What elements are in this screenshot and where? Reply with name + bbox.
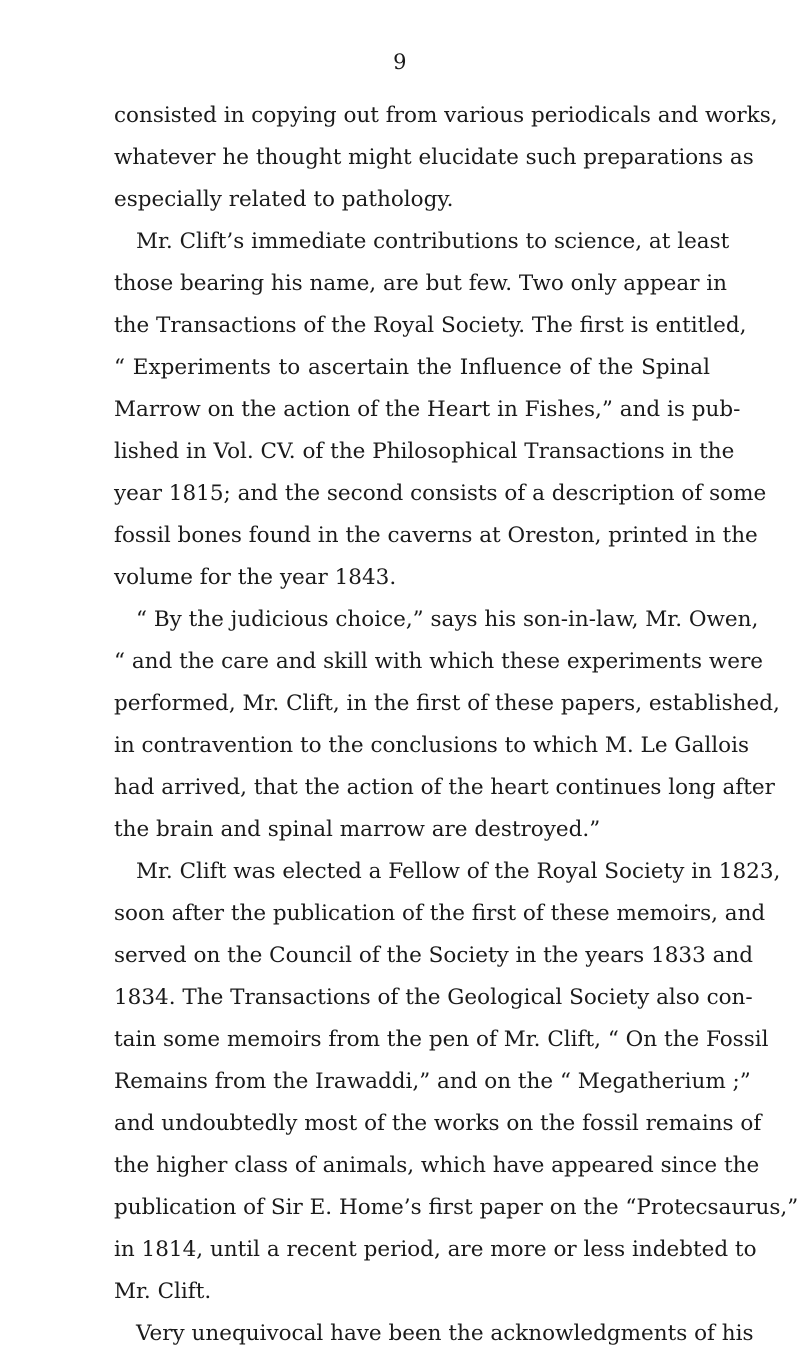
text-line: Very unequivocal have been the acknowledgments of his	[136, 1321, 754, 1346]
body-text	[114, 95, 799, 1355]
text-line: Remains from the Irawaddi,” and on the “ Megatherium ;”	[114, 1069, 751, 1094]
text-line: whatever he thought might elucidate such preparations as	[114, 145, 754, 170]
page-number: 9	[393, 50, 407, 74]
text-line: volume for the year 1843.	[114, 565, 397, 590]
text-line: tain some memoirs from the pen of Mr. Clift, “ On the Fossil	[114, 1027, 769, 1052]
text-line: in contravention to the conclusions to which M. Le Gallois	[114, 733, 749, 758]
text-line: in 1814, until a recent period, are more or less indebted to	[114, 1237, 757, 1262]
text-line: Mr. Clift was elected a Fellow of the Royal Society in 1823,	[136, 859, 781, 884]
text-line: those bearing his name, are but few. Two only appear in	[114, 271, 728, 296]
text-line: “ and the care and skill with which these experiments were	[114, 649, 763, 674]
text-line: lished in Vol. CV. of the Philosophical Transactions in the	[114, 439, 735, 464]
text-line: had arrived, that the action of the heart continues long after	[114, 775, 775, 800]
text-line: soon after the publication of the first of these memoirs, and	[114, 901, 766, 926]
text-line: 1834. The Transactions of the Geological Society also con-	[114, 985, 753, 1010]
text-line: consisted in copying out from various periodicals and works,	[114, 103, 778, 128]
text-line: especially related to pathology.	[114, 187, 454, 212]
text-line: year 1815; and the second consists of a description of some	[114, 481, 767, 506]
text-line: and undoubtedly most of the works on the fossil remains of	[114, 1111, 762, 1136]
text-line: Mr. Clift’s immediate contributions to science, at least	[136, 229, 730, 254]
text-line: served on the Council of the Society in the years 1833 and	[114, 943, 754, 968]
text-line: “ By the judicious choice,” says his son-in-law, Mr. Owen,	[136, 607, 759, 632]
text-line: performed, Mr. Clift, in the first of these papers, established,	[114, 691, 780, 716]
text-line: fossil bones found in the caverns at Oreston, printed in the	[114, 523, 758, 548]
text-line: publication of Sir E. Home’s first paper on the “Protecsaurus,”	[114, 1195, 799, 1220]
text-line: the Transactions of the Royal Society. The first is entitled,	[114, 313, 747, 338]
text-line: Mr. Clift.	[114, 1279, 212, 1304]
text-line: the higher class of animals, which have appeared since the	[114, 1153, 760, 1178]
text-line: “ Experiments to ascertain the Influence of the Spinal	[114, 355, 710, 380]
text-line: the brain and spinal marrow are destroyed.”	[114, 817, 601, 842]
text-line: Marrow on the action of the Heart in Fishes,” and is pub-	[114, 397, 741, 422]
